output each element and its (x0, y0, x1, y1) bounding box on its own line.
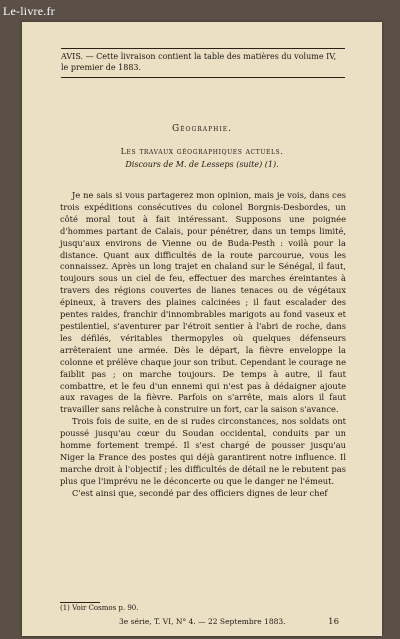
page-footer (119, 617, 339, 627)
page-number: 16 (328, 617, 339, 627)
paragraph: Trois fois de suite, en de si rudes circonstances, nos soldats ont poussé jusqu'au cœur du Soudan occidental, conduits par un homme fortement trempé. Il s'est chargé de pousser jusqu'au Niger la France des postes qui déjà garantirent notre influence. Il marche droit à l'objectif ; les difficultés de détail ne le rebutent pas plus que l'imprévu ne le déconcerte ou que le danger ne l'émeut. (60, 416, 346, 486)
article-body (60, 190, 346, 500)
paragraph: C'est ainsi que, secondé par des officiers dignes de leur chef (72, 487, 328, 498)
footnote: (1) Voir Cosmos p. 90. (60, 604, 139, 612)
paragraph: Je ne sais si vous partagerez mon opinion, mais je vois, dans ces trois expéditions consécutives du colonel Borgnis-Desbordes, un côté moral tout à fait intéressant. Supposons une poignée d'hommes partant de Calais, pour pénétrer, dans un temps limité, jusqu'aux environs de Vienne ou de Buda-Pesth : voilà pour la distance. Quant aux difficultés de la route parcourue, vous les connaissez. Après un long trajet en chaland sur le Sénégal, il faut, toujours sous un ciel de feu, effectuer des marches éreintantes à travers des régions couvertes de lianes tenaces ou de végétaux épineux, à travers des plaines calcinées ; il faut escalader des pentes raides, franchir d'innombrables marigots au fond vaseux et pestilentiel, s'aventurer par l'étroit sentier à l'abri de roche, dans les défilés, véritables thermopyles où quelques défenseurs arrêteraient une armée. Dès le départ, la fièvre enveloppe la colonne et prélève chaque jour son tribut. Cependant le courage ne faiblit pas ; on marche toujours. De temps à autre, il faut combattre, et le feu d'un ennemi qui n'est pas à dédaigner ajoute aux ravages de la fièvre. Parfois on s'arrête, mais alors il faut travailler sans relâche à construire un fort, car la saison s'avance. (60, 190, 346, 415)
watermark: Le-livre.fr (3, 4, 55, 18)
footnote-rule (60, 602, 100, 603)
scanned-page (22, 22, 382, 636)
section-title: Géographie. (171, 124, 232, 134)
article-title: Les travaux géographiques actuels. (120, 147, 284, 156)
article-subtitle: Discours de M. de Lesseps (suite) (1). (125, 160, 279, 169)
series-info: 3e série, T. VI, N° 4. — 22 Septembre 1883. (119, 617, 286, 626)
notice-box: AVIS. — Cette livraison contient la table des matières du volume IV, le premier de 1883. (61, 48, 345, 78)
